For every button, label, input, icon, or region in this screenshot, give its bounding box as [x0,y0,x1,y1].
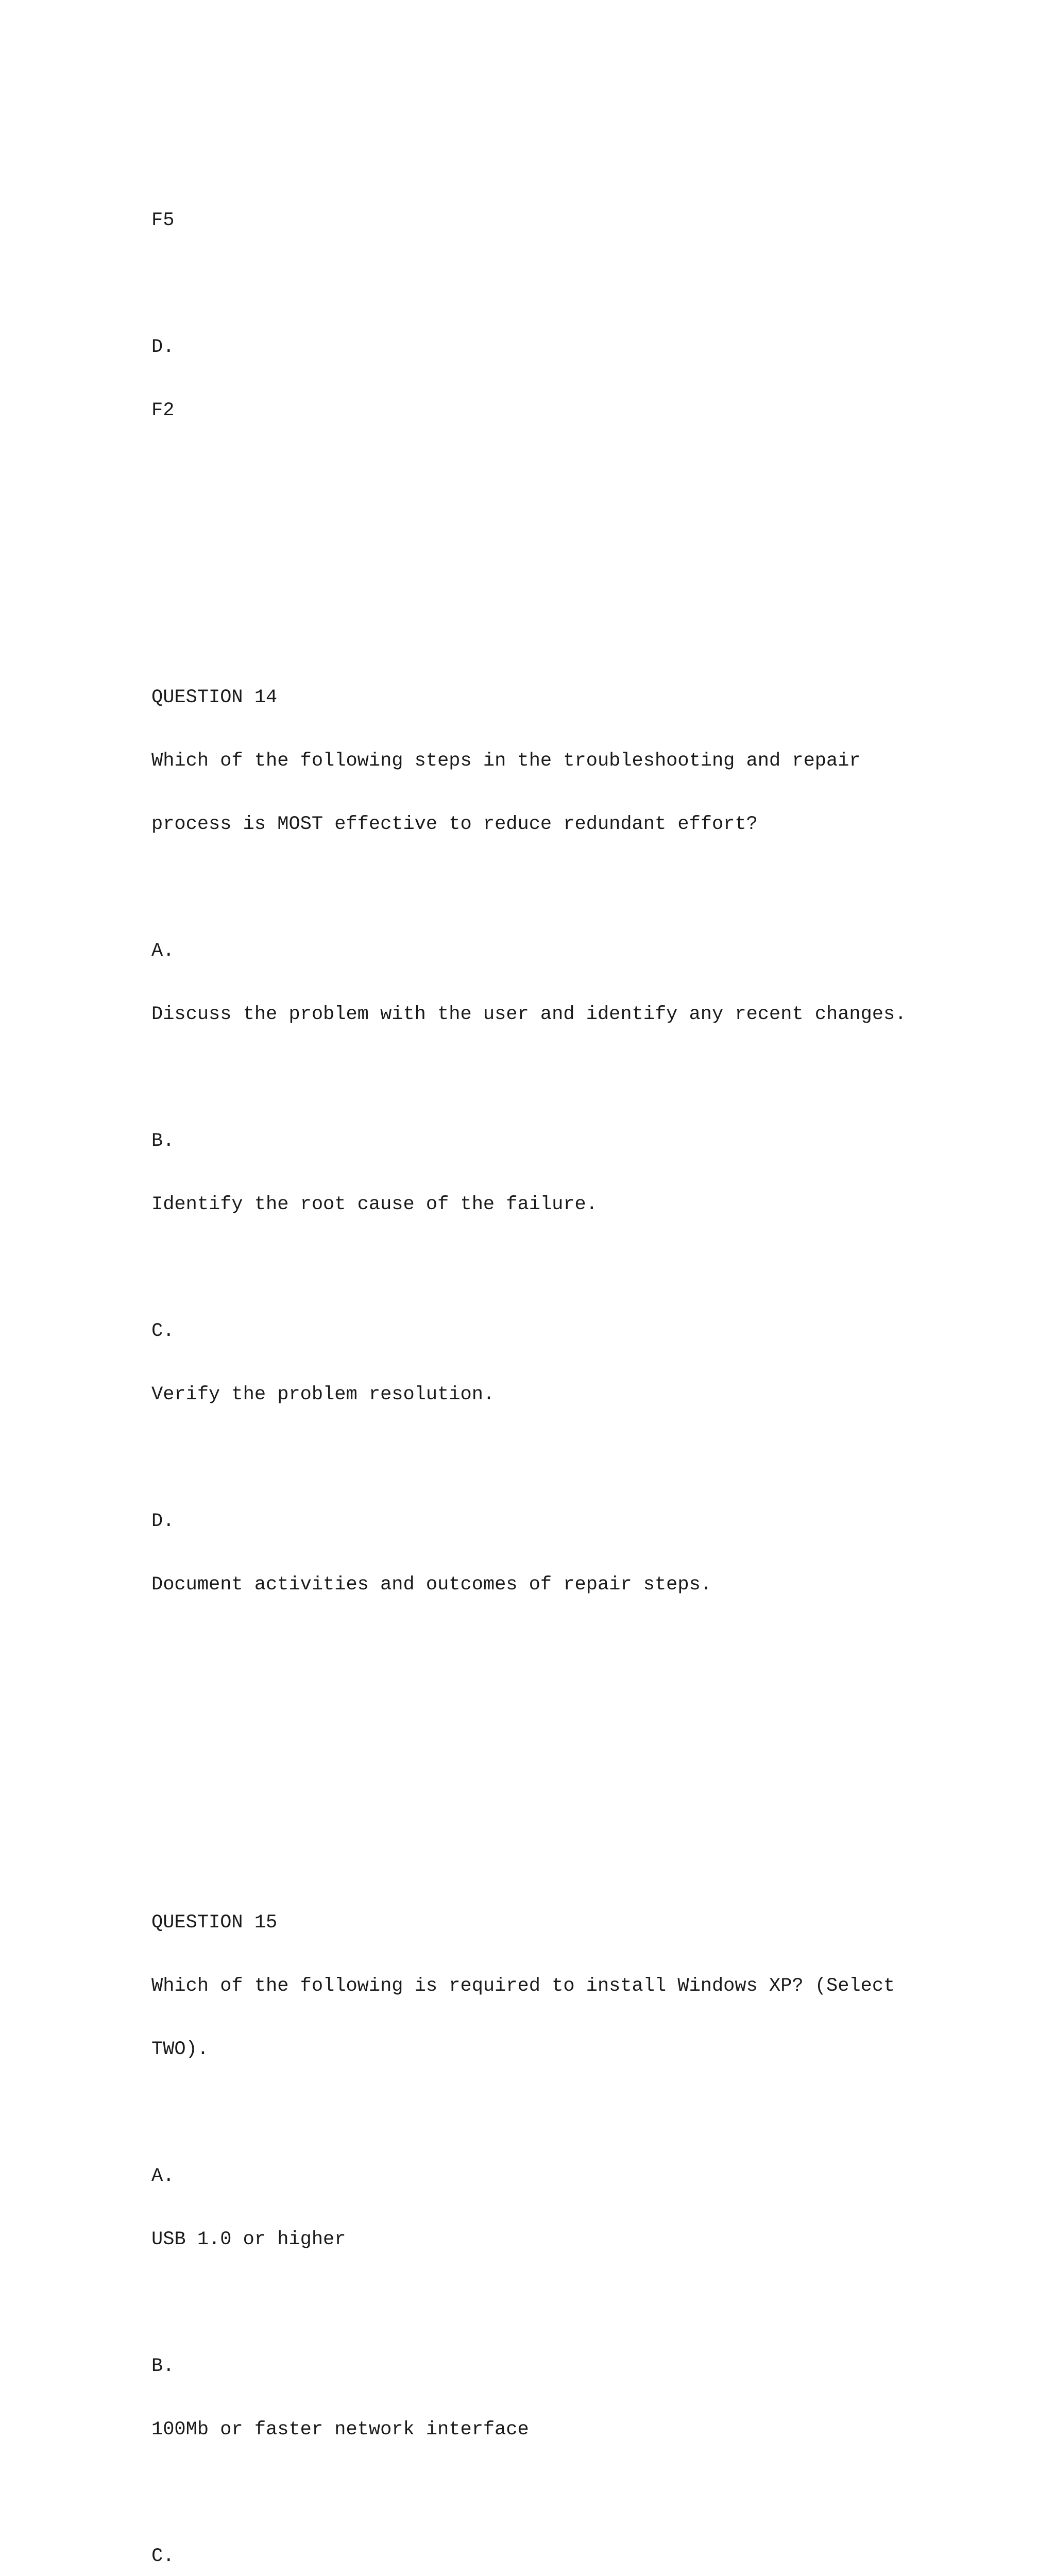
option-label: C. [151,2546,175,2567]
question-title: QUESTION 15 [151,1912,278,1934]
question-stem: Which of the following steps in the troubleshooting and repair [151,750,861,772]
option-text: Verify the problem resolution. [151,1384,495,1405]
option-d-label: D. [151,336,175,358]
option-label: D. [151,1511,175,1532]
option-label: A. [151,940,175,962]
option-label: B. [151,1130,175,1152]
option-label: A. [151,2165,175,2187]
question-14 [151,645,1027,1638]
question-15 [151,1870,1027,2576]
option-d-text: F2 [151,400,175,421]
option-text: 100Mb or faster network interface [151,2419,529,2441]
question-title: QUESTION 14 [151,687,278,708]
question-stem: Which of the following is required to install Windows XP? (Select [151,1975,895,1997]
option-text: USB 1.0 or higher [151,2229,346,2250]
document-page [151,126,1027,2576]
option-text: Discuss the problem with the user and identify any recent changes. [151,1004,907,1025]
question-stem: process is MOST effective to reduce redundant effort? [151,814,758,835]
option-text: Identify the root cause of the failure. [151,1194,598,1215]
option-label: C. [151,1320,175,1342]
option-text: Document activities and outcomes of repair steps. [151,1574,712,1596]
option-c-text: F5 [151,210,175,231]
option-label: B. [151,2355,175,2377]
question-stem: TWO). [151,2039,209,2060]
